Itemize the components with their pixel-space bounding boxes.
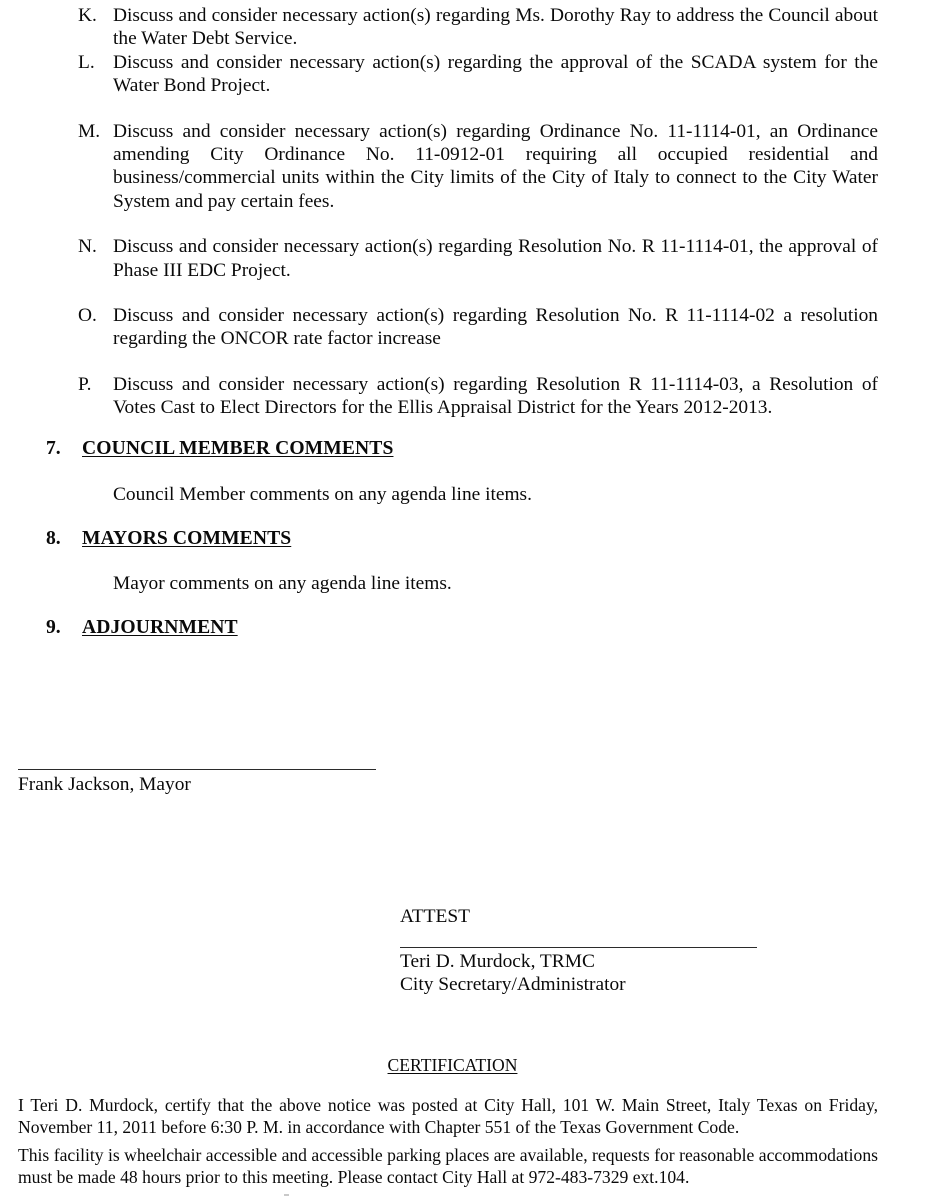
certification-paragraph-posting: I Teri D. Murdock, certify that the above notice was posted at City Hall, 101 W. Main Street, Italy Texas on Friday, November 11, 2011 before 6:30 P. M. in accordance with Chapter 551 of the Texas Government Code. — [18, 1095, 878, 1137]
agenda-item-text: Discuss and consider necessary action(s) regarding Resolution No. R 11-1114-02 a resolution regarding the ONCOR rate factor increase — [113, 305, 878, 350]
agenda-item-text: Discuss and consider necessary action(s) regarding Resolution R 11-1114-03, a Resolution of Votes Cast to Elect Directors for the Ellis Appraisal District for the Years 2012-2013. — [113, 373, 878, 419]
certification-heading — [0, 1055, 905, 1076]
section-heading-mayors-comments — [46, 527, 291, 550]
agenda-item — [78, 51, 878, 98]
agenda-item-text: Discuss and consider necessary action(s) regarding Ms. Dorothy Ray to address the Council about the Water Debt Service. — [113, 5, 878, 50]
agenda-item — [78, 304, 878, 351]
attest-secretary-name: Teri D. Murdock, TRMC — [400, 951, 595, 972]
section-heading-council-member-comments — [46, 437, 393, 460]
agenda-item — [78, 120, 878, 214]
agenda-item-list — [78, 4, 878, 420]
agenda-item-marker: L. — [78, 51, 95, 73]
agenda-item — [78, 373, 878, 420]
agenda-item-marker: M. — [78, 120, 101, 142]
scan-artifact-mark — [284, 1194, 289, 1196]
agenda-item-text: Discuss and consider necessary action(s) regarding Resolution No. R 11-1114-01, the approval of Phase III EDC Project. — [113, 236, 878, 281]
section-number: 8. — [46, 528, 61, 549]
agenda-item-text: Discuss and consider necessary action(s) regarding the approval of the SCADA system for the Water Bond Project. — [113, 51, 878, 97]
mayor-signature-rule — [18, 769, 376, 770]
section-body-council-member-comments: Council Member comments on any agenda line items. — [113, 484, 532, 505]
section-number: 7. — [46, 438, 61, 459]
section-number: 9. — [46, 617, 61, 638]
section-title: MAYORS COMMENTS — [82, 528, 292, 549]
attest-secretary-title: City Secretary/Administrator — [400, 973, 626, 995]
section-title: COUNCIL MEMBER COMMENTS — [82, 438, 394, 459]
agenda-item-marker: O. — [78, 305, 97, 327]
section-heading-adjournment — [46, 616, 238, 639]
agenda-item-text: Discuss and consider necessary action(s) regarding Ordinance No. 11-1114-01, an Ordinance amending City Ordinance No. 11-0912-01 requiring all occupied residential and business/commercial units within the City limits of the City of Italy to connect to the City Water System and pay certain fees. — [113, 120, 878, 212]
attest-signature-rule — [400, 947, 757, 948]
agenda-item-marker: P. — [78, 373, 92, 395]
agenda-item-marker: N. — [78, 236, 97, 258]
section-body-mayors-comments: Mayor comments on any agenda line items. — [113, 573, 452, 594]
mayor-signature-name: Frank Jackson, Mayor — [18, 774, 191, 795]
agenda-item-marker: K. — [78, 5, 97, 26]
attest-signature-block — [400, 951, 626, 996]
certification-paragraph-accessibility: This facility is wheelchair accessible and accessible parking places are available, requests for reasonable accommodations must be made 48 hours prior to this meeting. Please contact City Hall at 972-483-7329 ext.104. — [18, 1145, 878, 1187]
section-title: ADJOURNMENT — [82, 617, 238, 638]
certification-heading-text: CERTIFICATION — [387, 1055, 518, 1075]
attest-label: ATTEST — [400, 906, 471, 927]
agenda-item — [78, 4, 878, 51]
agenda-item — [78, 235, 878, 282]
